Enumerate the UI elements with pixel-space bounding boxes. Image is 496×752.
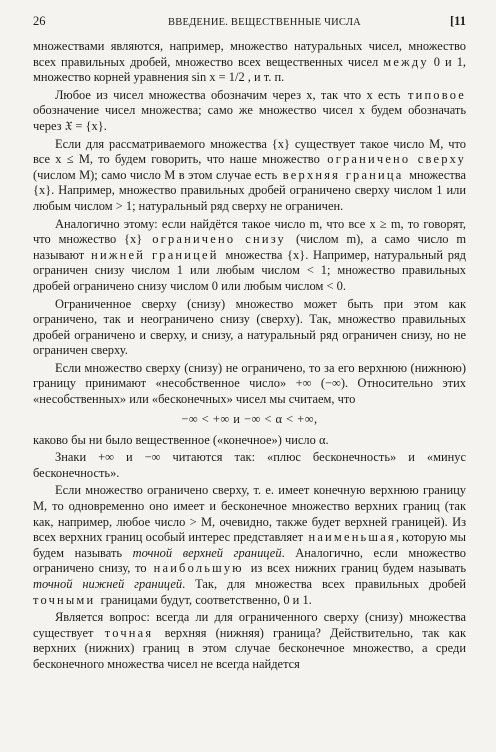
spaced-text: ограничено сверху [319,152,466,167]
spaced-text: ограничено снизу [142,232,296,247]
text-run: 0 и 1, множество корней уравнения sin x = 1/2 , и т. п. [33,54,467,85]
paragraph-5: Ограниченное сверху (снизу) множество может быть при этом как ограничено, так и неограничено снизу (сверху). Так, множество правильных дробей ограничено и сверху, и снизу, а натуральный ряд ограничен снизу, но не ограничен сверху. [33,296,466,358]
spaced-text: между [383,54,429,69]
paragraph-10 [33,610,466,672]
text-run: . Аналогично, если множество ограничено снизу, то [33,545,467,576]
paragraph-7: каково бы ни было вещественное («конечное») число α. [33,432,329,447]
paragraph-9 [33,483,466,608]
text-run: . Так, для множества всех правильных дробей [182,577,466,591]
page-number: 26 [33,14,46,28]
spaced-text: наибольшую [146,561,251,576]
text-run: (числом M); само число M в этом случае есть [33,167,278,182]
section-number: [11 [450,14,466,28]
paragraph-2 [33,88,466,135]
paragraph-6: Если множество сверху (снизу) не ограничено, то за его верхнюю (нижнюю) границу принимают «несобственное число» +∞ (−∞). Относительно этих «несобственных» или «бесконечных» чисел мы считаем, что [33,360,466,407]
text-run: Если для рассматриваемого множества {x} существует такое число M, что все x ≤ M, то будем говорить, что наше множество [33,136,466,167]
text-run: Любое из чисел множества обозначим через x, так что x есть [55,87,401,102]
text-run: Является вопрос: всегда ли для ограниченного сверху (снизу) множества существует [33,610,466,640]
running-header [33,14,466,30]
running-title: ВВЕДЕНИЕ. ВЕЩЕСТВЕННЫЕ ЧИСЛА [168,17,361,28]
text-run: множества {x}. Например, натуральный ряд ограничен снизу числом 1 или любым числом < 1; множество правильных дробей ограничено снизу числом 0 или любым числом < 0. [33,247,466,293]
spaced-text: типовое [400,87,466,102]
spaced-text: точная [93,625,165,640]
paragraph-8: Знаки +∞ и −∞ читаются так: «плюс бесконечность» и «минус бесконечность». [33,450,466,480]
paragraph-4 [33,217,466,295]
formula-infinity: −∞ < +∞ и −∞ < α < +∞, [181,411,318,426]
paragraph-1 [33,39,466,86]
text-run: обозначение чисел множества; само же множество чисел x будем обозначать через 𝔛 = {x}. [33,103,466,133]
italic-text: точной нижней границей [33,577,183,591]
text-run: (числом m), а само число m называют [33,232,466,262]
spaced-text: точными [33,592,101,607]
italic-text: точной верхней границей [122,545,282,560]
text-run: из всех нижних границ будем называть [250,561,466,576]
text-run: Если множество ограничено сверху, т. е. имеет конечную верхнюю границу M, то одновременно оно имеет и бесконечное множество верхних границ (так как, например, любое число > M, очевидно, также будет верхней границей). Из всех верхних границ особый интерес представляет [33,483,466,545]
text-run: множества {x}. Например, множество правильных дробей ограничено сверху числом 1 или любым числом > 1; натуральный ряд сверху не ограничен. [33,167,466,213]
spaced-text: наименьшая [303,530,396,545]
text-run: множествами являются, например, множество натуральных чисел, множество всех правильных дробей, множество всех вещественных чисел [33,39,466,69]
spaced-text: верхняя граница [277,167,410,182]
text-run: , которую мы будем называть [33,530,466,560]
text-run: границами будут, соответственно, 0 и 1. [100,592,312,607]
paragraph-3 [33,137,466,215]
text-run: Аналогично этому: если найдётся такое число m, что все x ≥ m, то говорят, что множество {x} [33,216,466,247]
text-run: верхняя (нижняя) граница? Действительно, так как верхних (нижних) границ в этом случае бесконечное множество, а среди бесконечного множества чисел не всегда найдется [33,625,466,671]
spaced-text: нижней границей [84,247,226,262]
